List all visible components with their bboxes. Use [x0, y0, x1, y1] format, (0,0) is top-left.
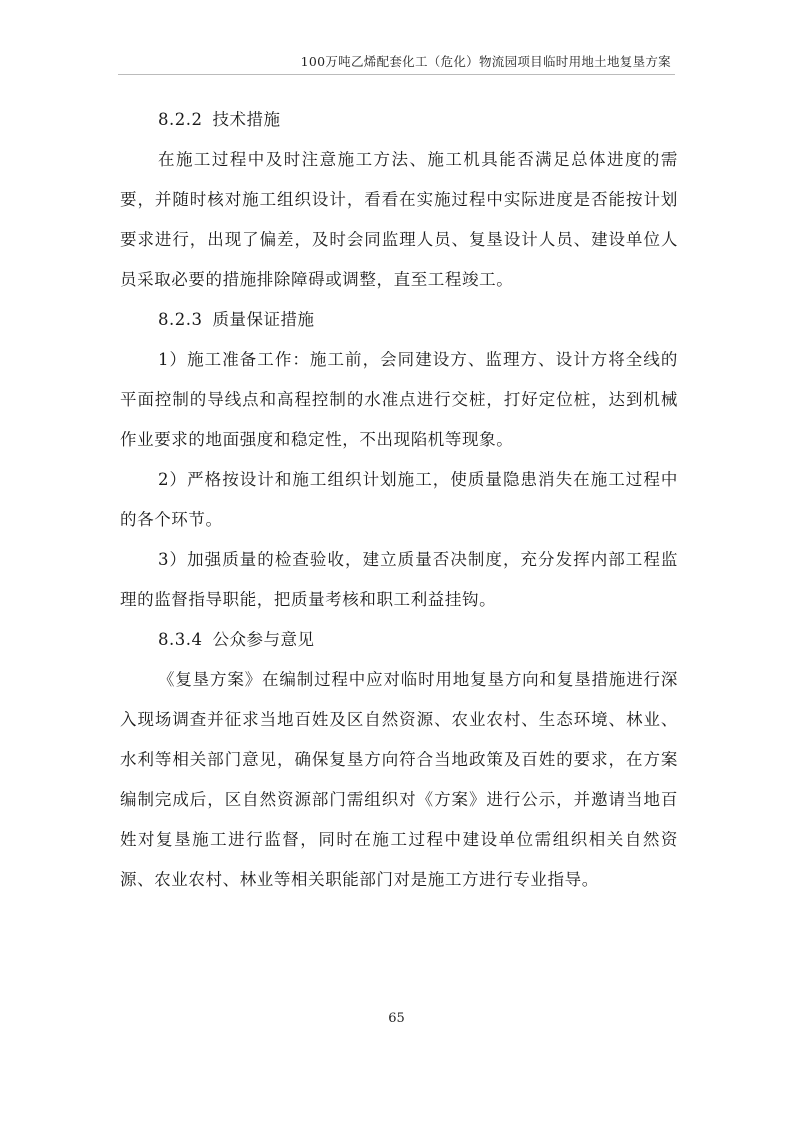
section-title: 质量保证措施 [212, 310, 315, 329]
paragraph: 1）施工准备工作：施工前，会同建设方、监理方、设计方将全线的平面控制的导线点和高程控制的水准点进行交桩，打好定位桩，达到机械作业要求的地面强度和稳定性，不出现陷机等现象。 [120, 350, 678, 449]
section-heading-8-3-4 [120, 620, 678, 660]
section-number: 8.2.3 [158, 310, 203, 329]
paragraph: 2）严格按设计和施工组织计划施工，使质量隐患消失在施工过程中的各个环节。 [120, 470, 678, 529]
paragraph: 在施工过程中及时注意施工方法、施工机具能否满足总体进度的需要，并随时核对施工组织设计，看看在实施过程中实际进度是否能按计划要求进行，出现了偏差，及时会同监理人员、复垦设计人员、建设单位人员采取必要的措施排除障碍或调整，直至工程竣工。 [120, 150, 678, 289]
section-number: 8.3.4 [158, 630, 203, 649]
section-number: 8.2.2 [158, 110, 203, 129]
paragraph: 《复垦方案》在编制过程中应对临时用地复垦方向和复垦措施进行深入现场调查并征求当地百姓及区自然资源、农业农村、生态环境、林业、水利等相关部门意见，确保复垦方向符合当地政策及百姓的要求，在方案编制完成后，区自然资源部门需组织对《方案》进行公示，并邀请当地百姓对复垦施工进行监督，同时在施工过程中建设单位需组织相关自然资源、农业农村、林业等相关职能部门对是施工方进行专业指导。 [120, 670, 678, 889]
section-heading-8-2-3 [120, 300, 678, 340]
section-title: 公众参与意见 [212, 630, 315, 649]
paragraph: 3）加强质量的检查验收，建立质量否决制度，充分发挥内部工程监理的监督指导职能，把质量考核和职工利益挂钩。 [120, 550, 678, 609]
section-title: 技术措施 [212, 110, 281, 129]
page-number: 65 [388, 1011, 405, 1026]
section-heading-8-2-2 [120, 100, 678, 140]
running-header: 100万吨乙烯配套化工（危化）物流园项目临时用地土地复垦方案 [300, 54, 671, 69]
document-body [120, 100, 678, 900]
header-rule [118, 74, 675, 75]
